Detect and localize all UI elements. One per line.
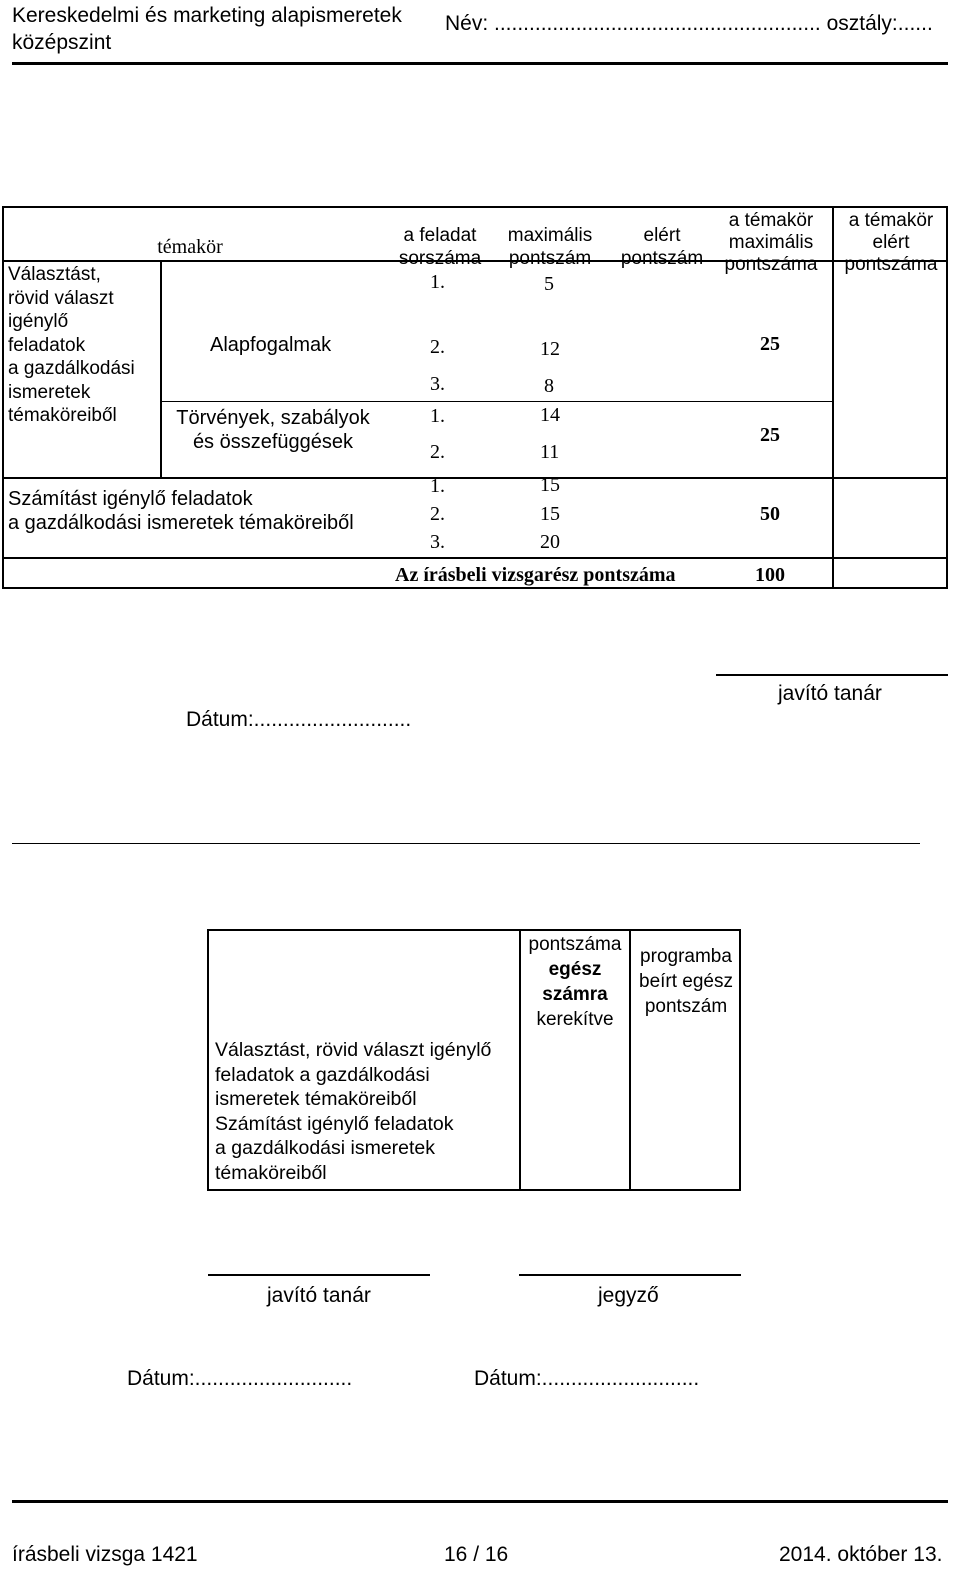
summary-header-entered [631,944,741,1019]
topic-alapfogalmak: Alapfogalmak [210,334,332,356]
row-max-points: 8 [544,375,554,397]
row-number: 1. [430,475,445,497]
summary-h2-line: pontszám [644,996,728,1017]
header-temakor-elert [834,210,948,276]
header-feladat-line2: sorszáma [398,248,482,269]
header-telert-line3: pontszáma [844,254,938,275]
section1-line: rövid választ [8,287,114,309]
header-feladat-sorszama [380,224,500,270]
header-rule [12,62,948,65]
summary-row-line: Számítást igénylő feladatok [215,1112,454,1135]
section1-line: igénylő [8,311,69,332]
footer-page-number: 16 / 16 [444,1543,509,1566]
header-exam-title [12,2,402,56]
summary-row-line: témaköreiből [215,1161,327,1184]
header-elert-pontszam [602,224,722,270]
topic-torvenyek-line1: Törvények, szabályok [176,407,370,429]
footer-date: 2014. október 13. [779,1543,943,1566]
row-max-points: 15 [540,503,560,525]
row-max-points: 5 [544,273,554,295]
summary-h1-line: számra [542,984,608,1005]
header-temakor-max [710,210,832,276]
footer-exam-code: írásbeli vizsga 1421 [12,1543,198,1566]
header-elert-line2: pontszám [620,248,704,269]
header-feladat-line1: a feladat [403,225,477,246]
row-number: 3. [430,373,445,395]
signature-role-teacher: javító tanár [267,1284,371,1307]
row-number: 2. [430,336,445,358]
header-telert-line1: a témakör [848,210,934,231]
header-name-class: Név: ........................................................ osztály:...... [445,12,933,35]
signature-role-1: javító tanár [778,682,882,705]
date-field-teacher: Dátum:........................... [127,1367,353,1390]
header-subject: Kereskedelmi és marketing alapismeretek [12,4,402,27]
header-max-line2: pontszám [508,248,592,269]
section1-line: ismeretek [8,381,91,403]
signature-line-teacher [208,1274,430,1276]
date-field-registrar: Dátum:........................... [474,1367,700,1390]
header-tmax-line2: maximális [728,232,814,253]
row-max-points: 20 [540,531,560,553]
section2-line2: a gazdálkodási ismeretek témaköreiből [8,512,354,534]
row-number: 2. [430,503,445,525]
header-elert-line1: elért [643,225,681,246]
section2-label [8,487,354,535]
vline-section1 [160,260,162,478]
date-field-1: Dátum:........................... [186,708,412,731]
header-level: középszint [12,31,112,54]
row-number: 1. [430,271,445,293]
row-number: 1. [430,405,445,427]
topic-max-torvenyek: 25 [760,424,780,446]
topic-torvenyek-line2: és összefüggések [192,431,354,453]
signature-line-1 [716,674,948,676]
header-maximalis-pontszam [490,224,610,270]
signature-line-registrar [519,1274,741,1276]
section1-line: a gazdálkodási [8,358,135,379]
summary-row-line: a gazdálkodási ismeretek [215,1137,436,1159]
summary-header-rounded [521,932,629,1032]
section2-line1: Számítást igénylő feladatok [8,488,253,510]
section1-line: Választást, [8,264,101,285]
row-divider-sections [2,477,948,479]
row-number: 3. [430,531,445,553]
summary-h1-line: egész [548,959,602,980]
section1-line: témaköreiből [8,405,117,426]
summary-row-line: Választást, rövid választ igénylő [215,1039,492,1061]
summary-row-line: ismeretek témaköreiből [215,1088,417,1110]
topic-max-szamitas: 50 [760,503,780,525]
section1-label [8,263,135,428]
header-tmax-line1: a témakör [728,210,814,231]
summary-h2-line: beírt egész [639,971,733,992]
summary-h1-line: pontszáma [528,934,622,955]
row-divider-topics [160,401,832,402]
footer-rule [12,1500,948,1503]
topic-torvenyek [168,406,378,454]
header-temakor: témakör [157,236,223,258]
section1-line: feladatok [8,334,86,356]
summary-row-line: feladatok a gazdálkodási [215,1063,430,1086]
topic-max-alapfogalmak: 25 [760,333,780,355]
row-max-points: 12 [540,338,560,360]
row-max-points: 14 [540,404,560,426]
signature-role-registrar: jegyző [598,1284,659,1307]
header-tmax-line3: pontszáma [724,254,818,275]
row-max-points: 15 [540,474,560,496]
header-max-line1: maximális [507,225,593,246]
row-max-points: 11 [540,441,560,463]
summary-blank-header [207,929,519,930]
row-number: 2. [430,441,445,463]
row-divider-total [2,557,948,559]
summary-h2-line: programba [640,946,732,967]
total-label: Az írásbeli vizsgarész pontszáma [395,564,676,586]
total-value: 100 [755,564,785,586]
summary-row-labels [215,1038,491,1185]
section-separator [12,843,920,844]
header-telert-line2: elért [872,232,910,253]
summary-h1-line: kerekítve [536,1009,614,1030]
